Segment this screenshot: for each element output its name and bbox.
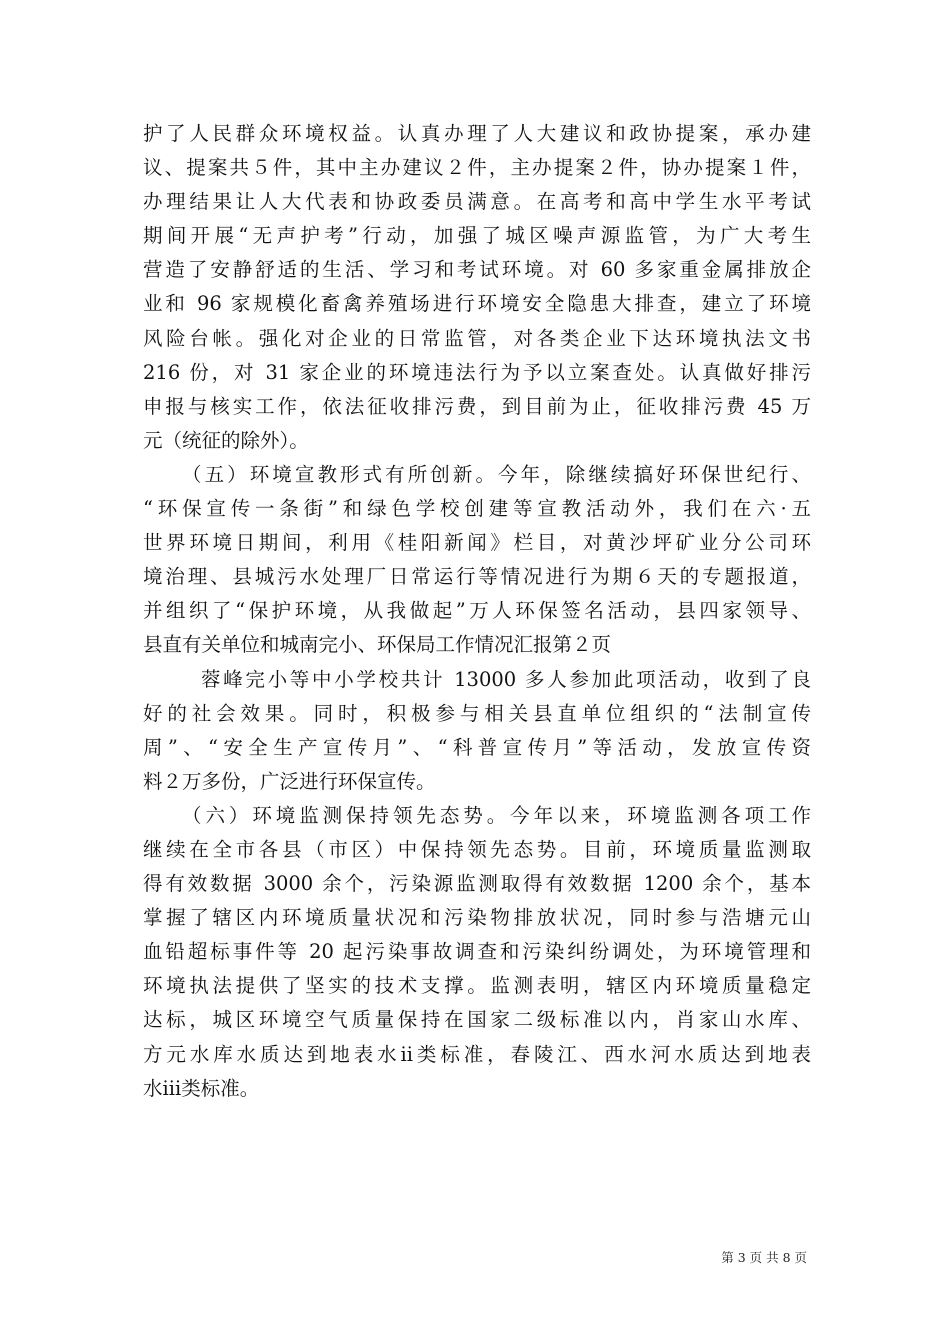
section-six-first-line: （六）环境监测保持领先态势。今年以来，环境监测各项工作 — [182, 803, 811, 827]
text-line: 并组织了“保护环境，从我做起”万人环保签名活动，县四家领导、 — [143, 599, 811, 623]
text-line: “环保宣传一条街”和绿色学校创建等宣教活动外，我们在六·五 — [143, 497, 811, 521]
text-line: 风险台帐。强化对企业的日常监管，对各类企业下达环境执法文书 — [143, 326, 811, 350]
text-line: 血铅超标事件等 20 起污染事故调查和污染纠纷调处，为环境管理和 — [143, 940, 811, 964]
text-line: 料２万多份，广泛进行环保宣传。 — [143, 769, 436, 793]
text-line: 境治理、县城污水处理厂日常运行等情况进行为期６天的专题报道， — [143, 565, 811, 589]
text-line: 好的社会效果。同时，积极参与相关县直单位组织的“法制宣传 — [143, 701, 811, 725]
section-five-first-line: （五）环境宣教形式有所创新。今年，除继续搞好环保世纪行、 — [182, 462, 811, 486]
text-line: 216 份，对 31 家企业的环境违法行为予以立案查处。认真做好排污 — [143, 360, 811, 384]
page-number-footer: 第 3 页 共 8 页 — [721, 1250, 807, 1265]
paragraph-first-line: 蓉峰完小等中小学校共计 13000 多人参加此项活动，收到了良 — [201, 667, 811, 691]
text-line: 县直有关单位和城南完小、环保局工作情况汇报第２页 — [143, 633, 612, 657]
text-line: 水ⅲ类标准。 — [143, 1076, 260, 1100]
text-line: 护了人民群众环境权益。认真办理了人大建议和政协提案，承办建 — [143, 122, 811, 145]
text-line: 业和 96 家规模化畜禽养殖场进行环境安全隐患大排查，建立了环境 — [143, 292, 811, 316]
text-line: 继续在全市各县（市区）中保持领先态势。目前，环境质量监测取 — [143, 837, 811, 861]
text-line: 营造了安静舒适的生活、学习和考试环境。对 60 多家重金属排放企 — [143, 258, 811, 282]
text-line: 期间开展“无声护考”行动，加强了城区噪声源监管，为广大考生 — [143, 224, 811, 248]
text-line: 环境执法提供了坚实的技术支撑。监测表明，辖区内环境质量稳定 — [143, 974, 811, 998]
text-line: 申报与核实工作，依法征收排污费，到目前为止，征收排污费 45 万 — [143, 394, 811, 418]
document-body — [143, 117, 811, 1106]
text-line: 世界环境日期间，利用《桂阳新闻》栏目，对黄沙坪矿业分公司环 — [143, 531, 811, 555]
text-line: 办理结果让人大代表和协政委员满意。在高考和高中学生水平考试 — [143, 190, 811, 214]
text-line: 方元水库水质达到地表水ⅱ类标准，春陵江、西水河水质达到地表 — [143, 1042, 811, 1066]
text-line: 周”、“安全生产宣传月”、“科普宣传月”等活动，发放宣传资 — [143, 735, 811, 759]
text-line: 掌握了辖区内环境质量状况和污染物排放状况，同时参与浩塘元山 — [143, 906, 811, 930]
text-line: 得有效数据 3000 余个，污染源监测取得有效数据 1200 余个，基本 — [143, 872, 811, 896]
text-line: 元（统征的除外）。 — [143, 428, 309, 452]
text-line: 议、提案共５件，其中主办建议２件，主办提案２件，协办提案１件， — [143, 156, 811, 180]
text-line: 达标，城区环境空气质量保持在国家二级标准以内，肖家山水库、 — [143, 1008, 811, 1032]
